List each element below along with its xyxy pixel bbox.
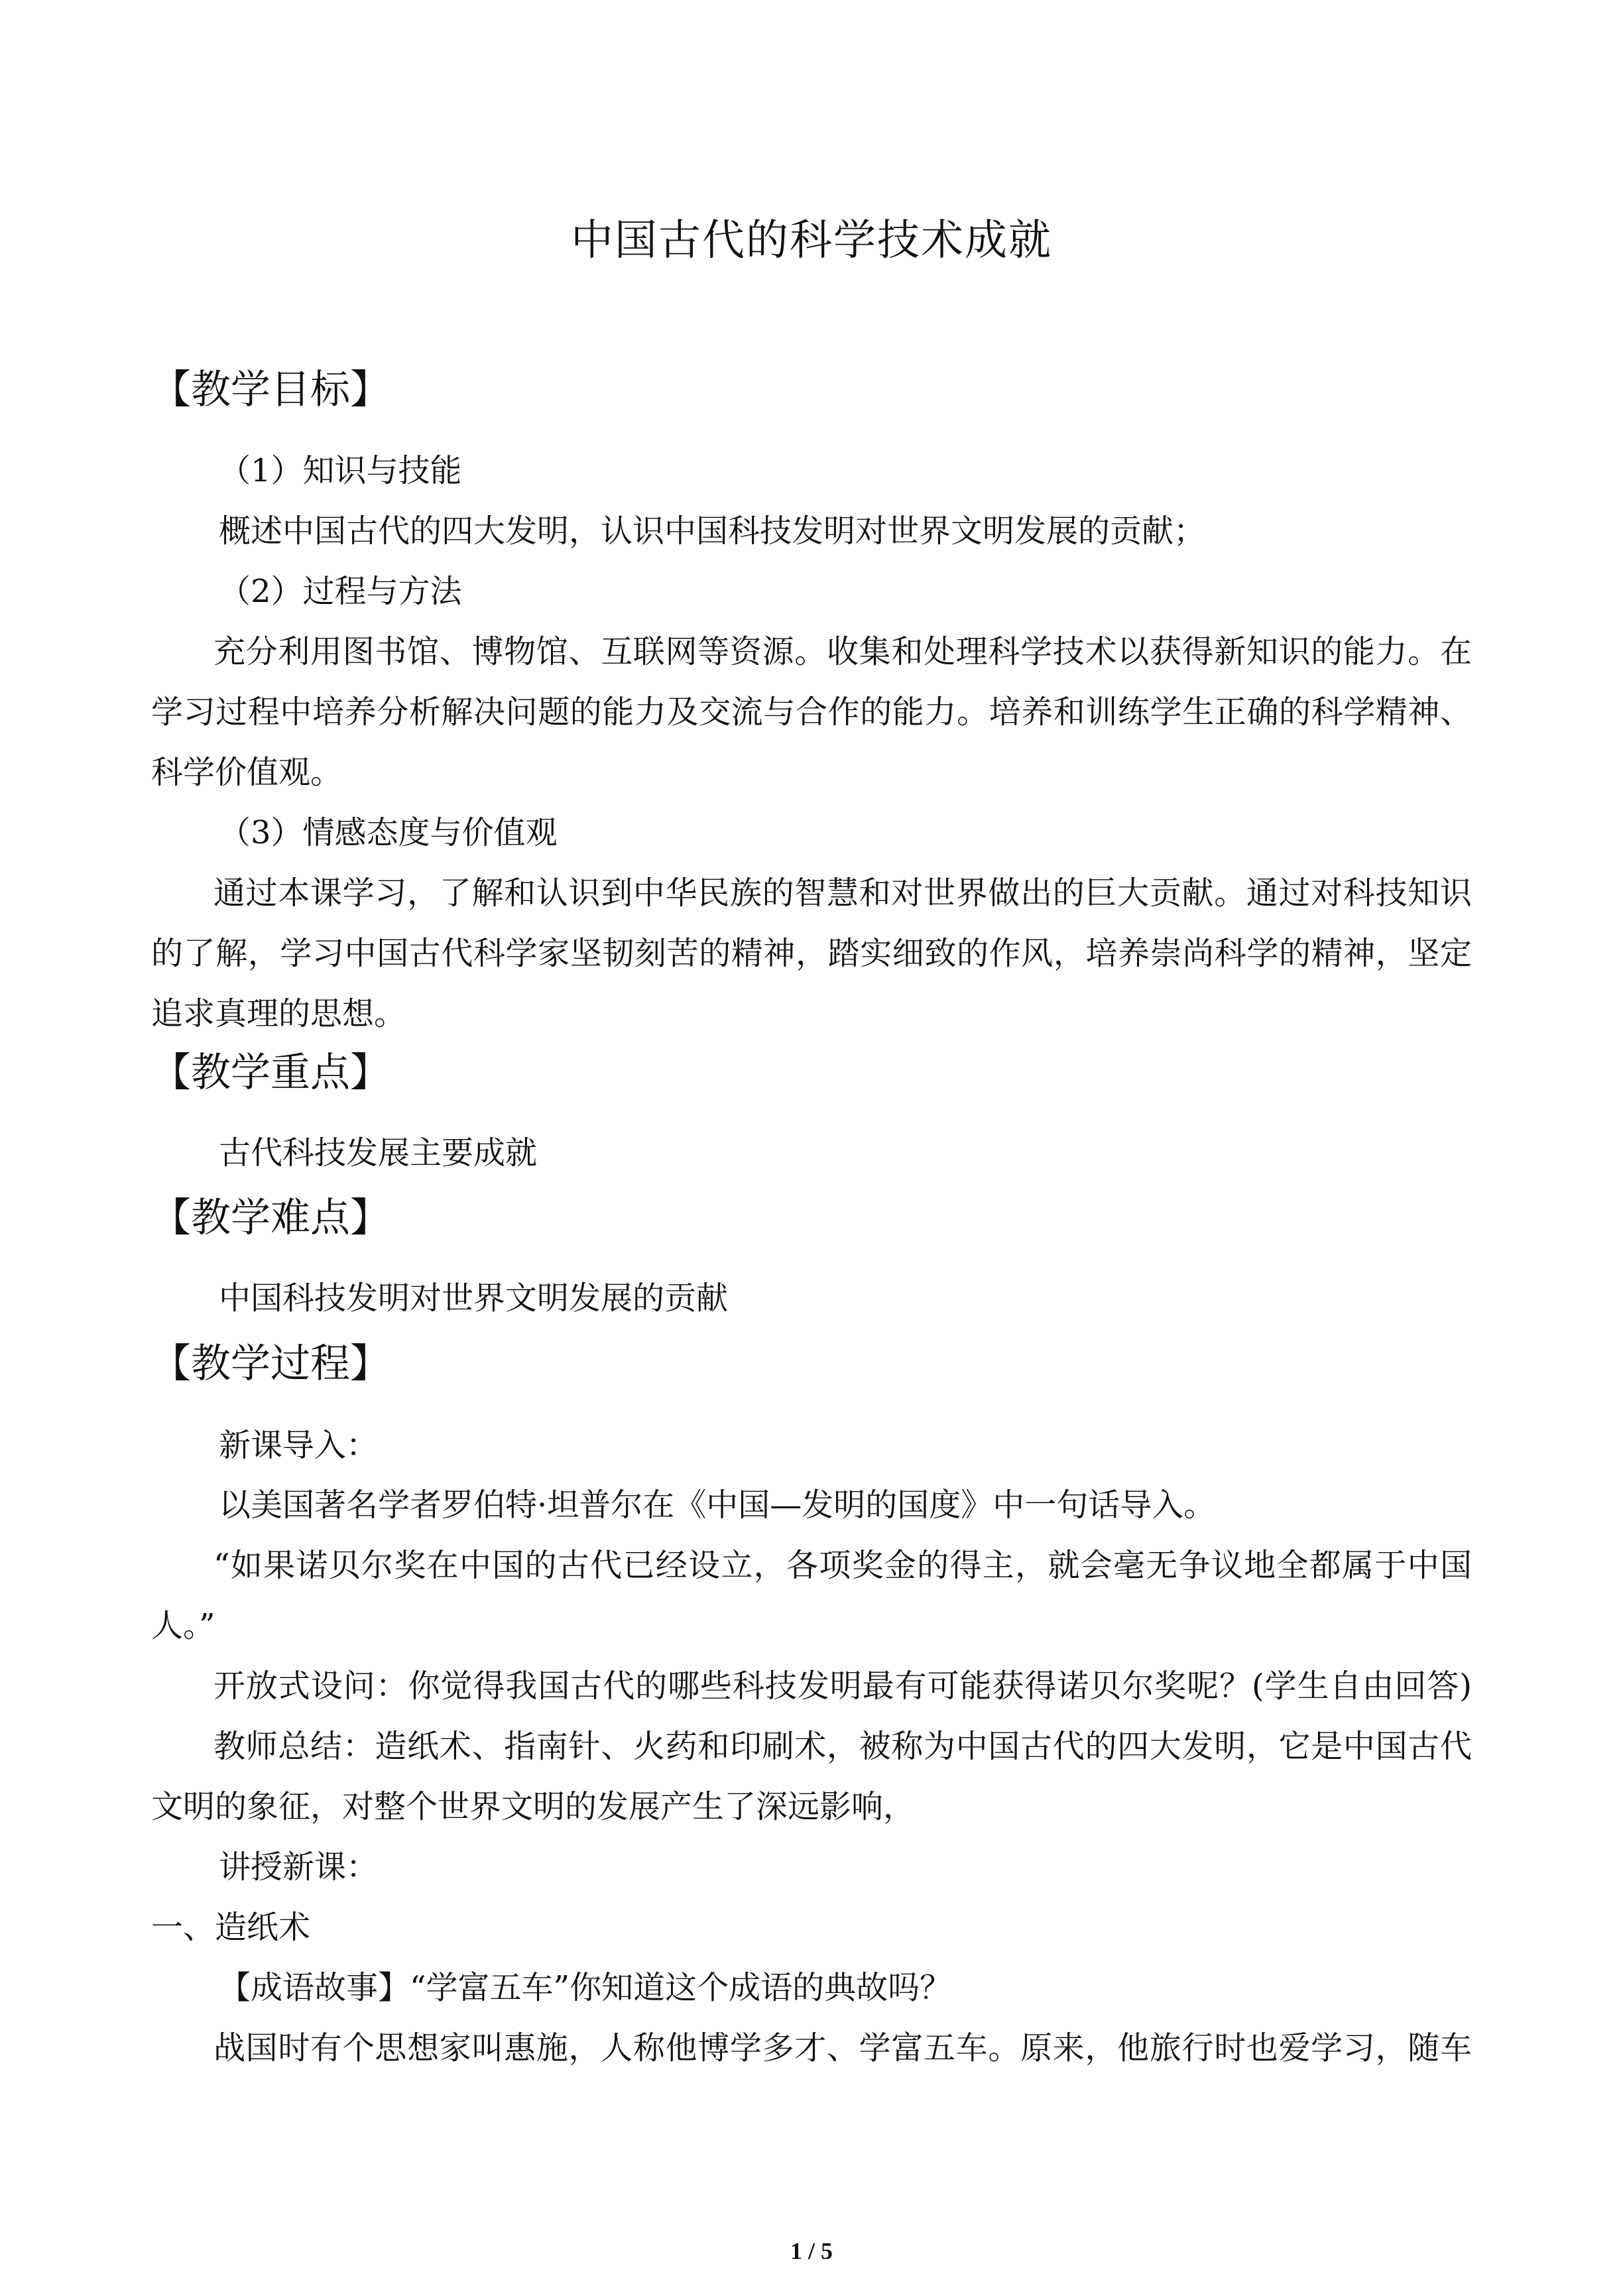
knowledge-text: 概述中国古代的四大发明，认识中国科技发明对世界文明发展的贡献； bbox=[219, 513, 1206, 550]
emotion-text-line-2: 的了解，学习中国古代科学家坚韧刻苦的精神，踏实细致的作风，培养崇尚科学的精神，坚定 bbox=[151, 935, 1472, 972]
quote-line-2: 人。” bbox=[151, 1607, 215, 1644]
knowledge-label: （1）知识与技能 bbox=[219, 452, 462, 489]
process-text-line-1: 充分利用图书馆、博物馆、互联网等资源。收集和处理科学技术以获得新知识的能力。在 bbox=[213, 633, 1472, 670]
process-text-line-2: 学习过程中培养分析解决问题的能力及交流与合作的能力。培养和训练学生正确的科学精神、 bbox=[151, 694, 1472, 731]
open-question: 开放式设问：你觉得我国古代的哪些科技发明最有可能获得诺贝尔奖呢？(学生自由回答) bbox=[213, 1667, 1472, 1705]
intro-label: 新课导入： bbox=[219, 1427, 379, 1464]
section-heading-key-points: 【教学重点】 bbox=[151, 1050, 390, 1096]
part1-heading: 一、造纸术 bbox=[151, 1909, 311, 1946]
section-heading-difficulties: 【教学难点】 bbox=[151, 1195, 390, 1241]
idiom-story-prompt: 【成语故事】“学富五车”你知道这个成语的典故吗？ bbox=[219, 1969, 952, 2006]
emotion-label: （3）情感态度与价值观 bbox=[219, 814, 558, 851]
process-text-line-3: 科学价值观。 bbox=[151, 754, 343, 791]
page-indicator: 1 / 5 bbox=[790, 2238, 833, 2264]
emotion-text-line-1: 通过本课学习，了解和认识到中华民族的智慧和对世界做出的巨大贡献。通过对科技知识 bbox=[213, 875, 1472, 912]
section-heading-process: 【教学过程】 bbox=[151, 1341, 390, 1387]
teacher-summary-line-1: 教师总结：造纸术、指南针、火药和印刷术，被称为中国古代的四大发明，它是中国古代 bbox=[213, 1728, 1472, 1765]
intro-text: 以美国著名学者罗伯特·坦普尔在《中国—发明的国度》中一句话导入。 bbox=[219, 1486, 1216, 1524]
key-points-text: 古代科技发展主要成就 bbox=[219, 1134, 538, 1172]
teacher-summary-line-2: 文明的象征，对整个世界文明的发展产生了深远影响， bbox=[151, 1788, 916, 1825]
emotion-text-line-3: 追求真理的思想。 bbox=[151, 995, 406, 1032]
process-label: （2）过程与方法 bbox=[219, 573, 462, 610]
page-title: 中国古代的科学技术成就 bbox=[571, 216, 1052, 265]
section-heading-goals: 【教学目标】 bbox=[151, 367, 390, 413]
quote-line-1: “如果诺贝尔奖在中国的古代已经设立，各项奖金的得主，就会毫无争议地全都属于中国 bbox=[213, 1547, 1472, 1584]
story-text-line-1: 战国时有个思想家叫惠施，人称他博学多才、学富五车。原来，他旅行时也爱学习，随车 bbox=[213, 2029, 1472, 2067]
lecture-label: 讲授新课： bbox=[219, 1848, 379, 1886]
difficulties-text: 中国科技发明对世界文明发展的贡献 bbox=[219, 1280, 729, 1317]
